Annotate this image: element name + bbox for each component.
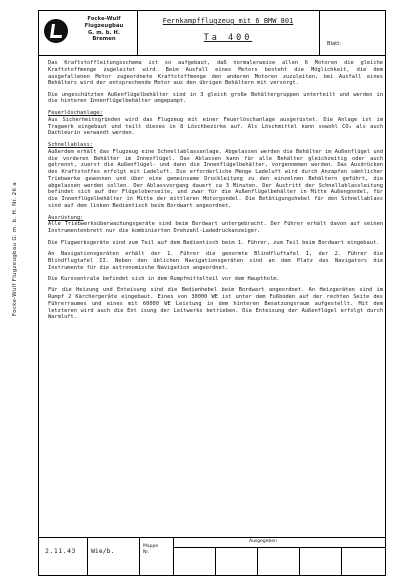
section-heading: Ausrüstung: <box>48 214 84 221</box>
footer-divider <box>341 547 342 576</box>
document-footer <box>39 537 385 576</box>
paragraph: Aus Sicherheitsgründen wird das Flugzeug mit einer Feuerlöschanlage ausgerüstet. Die Anlage ist im Tragwerk eingebaut und teilt dieses in 8 Löschbezirke auf. Als Löschmittel kann sowohl CO₂ als auch Dachleurin verwandt werden. <box>48 116 383 137</box>
footer-divider <box>215 547 216 576</box>
document-header <box>39 11 385 56</box>
aircraft-type: Ta 400 <box>203 33 253 43</box>
paragraph: Die ungeschützten Außenflügelbehälter sind in 3 gleich große Behältergruppen unterteilt und werden in die hinteren Innenflügelbehälter umgepumpt. <box>48 91 383 105</box>
paragraph: Alle Triebwerksüberwachungsgeräte sind beim Bordwart untergebracht. Der Führer erhält davon auf seinen Instrumentenbrett nur die kombinierten Drehzahl-Ladedruckanzeiger. <box>48 221 383 235</box>
title-cell <box>137 11 320 55</box>
paragraph: Die Flugwerksgeräte sind zum Teil auf dem Bedientisch beim 1. Führer, zum Teil beim Bordwart eingebaut. <box>48 239 380 246</box>
footer-divider <box>299 547 300 576</box>
focke-wulf-logo-icon <box>43 18 69 44</box>
side-imprint: Focke-Wulf Flugzeugbau G. m. b. H. Nr. 26 a <box>12 182 18 316</box>
company-cell <box>39 11 138 55</box>
company-name: Focke-Wulf Flugzeugbau G. m. b. H. Bremen <box>84 16 124 43</box>
mappe-label: Mappe Nr. <box>143 544 159 555</box>
ausgegeben-label: Ausgegeben <box>249 539 278 544</box>
section-heading: Schnellablass: <box>48 142 94 149</box>
footer-date: 2.11.43 <box>45 547 76 555</box>
footer-divider <box>87 538 88 576</box>
footer-divider <box>173 547 385 548</box>
document-title: Fernkampfflugzeug mit 6 BMW 801 <box>162 17 294 25</box>
footer-divider <box>173 538 174 576</box>
paragraph: Außerdem erhält das Flugzeug eine Schnellablassanlage. Abgelassen werden die Behälter im Außenflügel und die vorderen Behälter im Innenflügel. Das Ablassen kann für alle Behälter gleichzeitig oder auch getrennt, zuerst die Außenflügel- und dann die Innenflügelbehälter, vorgenommen werden. Das Ausdrücken des Kraftstoffes erfolgt mit Ladeluft. Die erforderliche Menge Ladeluft wird durch Anzapfen sämtlicher Triebwerke gewonnen und über eine gemeinsame Druckleitung zu den einzelnen Behältern geführt, die abgelassen werden sollen. Der Ablassvorgang dauert ca 3 Minuten. Der Austritt der Schnellablassleitung befindet sich auf der Flügeloberseite, und zwar für die Außenflügelbehälter in Mitte Außengondel, für die Innenflügelbehälter in Mitte der mittleren Motorgondel. Die Betätigungshebel für den Schnellablass sind auf dem linken Bedientisch beim Bordwart angeordnet. <box>48 148 383 209</box>
paragraph: An Navigationsgeräten erhält der 1. Führer die genormte Blindfluftafel I, der 2. Führer die Blindflugtafel II. Neben den üblichen Navigationsgeräten sind an dem Platz des Navigators die Instrumente für die astronomische Navigation angeordnet. <box>48 251 383 271</box>
paragraph: Die Kurssentrale befindet sich in dem Rumpfmittelteil vor dem Hauptholm. <box>48 276 280 282</box>
section-heading: Feuerlöschanlage: <box>48 110 103 117</box>
blatt-label: Blatt: <box>327 41 341 47</box>
footer-signature: Wie/b. <box>91 547 115 555</box>
document-body <box>48 60 383 326</box>
paragraph: Das Kraftstoffleitungsschema ist so aufgebaut, daß normalerweise allen 6 Motoren die gleiche Kraftstoffmenge zugeleitet wird. Beim Ausfall eines Motors besteht die Möglichkeit, die dem ausgefallenen Motor zugeordnete Kraftstoffmenge den anderen Motoren zuzuleiten, bei Ausfall eines Behälters wird der entsprechende Motor aus den übrigen Behältern mit versorgt. <box>48 60 383 87</box>
paragraph: Für die Heizung und Enteisung sind die Bedienhebel beim Bordwart angeordnet. An Heizgeräten sind im Rumpf 2 Kärchergeräte eingebaut. Eines von 30000 WE ist unter dem Fußboden auf der rechten Seite des Führerraumes und eines mit 60000 WE Leistung in dem hinteren Besatzungsraum aufgestellt. Mit dem letzteren wird auch die Ent isung der Leitwerks betrieben. Die Enteisung der Außenflügel erfolgt durch Warmluft. <box>48 287 383 321</box>
footer-divider <box>139 538 140 576</box>
footer-divider <box>257 547 258 576</box>
